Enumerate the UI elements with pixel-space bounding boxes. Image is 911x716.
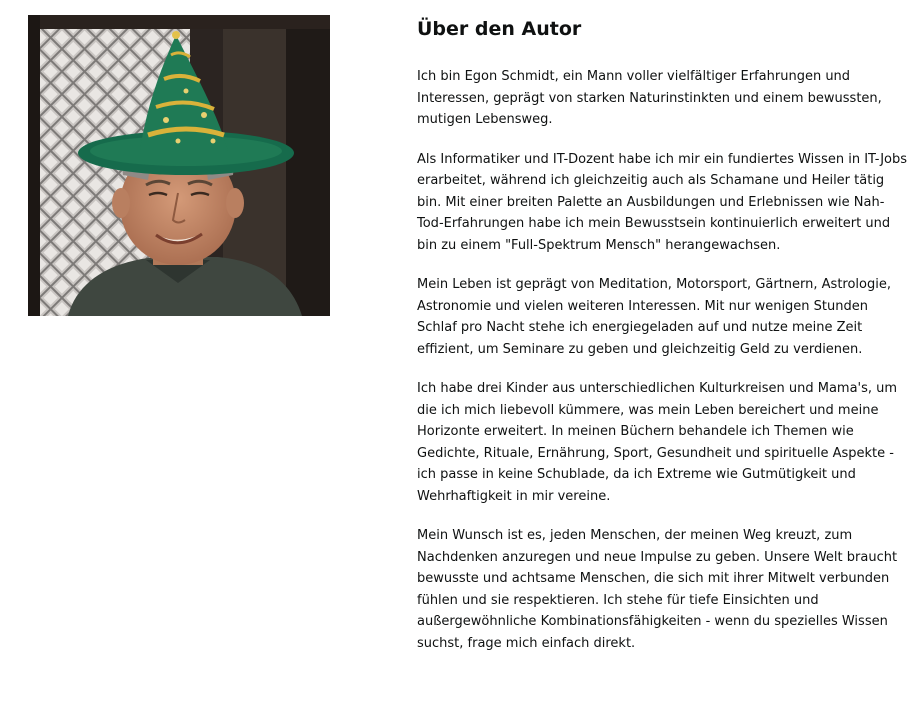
bio-paragraph-1: Ich bin Egon Schmidt, ein Mann voller vielfältiger Erfahrungen und Interessen, geprägt von starken Naturinstinkten und einem bewussten, mutigen Lebensweg. bbox=[417, 69, 882, 127]
bio-paragraph-4: Ich habe drei Kinder aus unterschiedlichen Kulturkreisen und Mama's, um die ich mich liebevoll kümmere, was mein Leben bereichert und meine Horizonte erweitert. In meinen Büchern behandele ich Themen wie Gedichte, Rituale, Ernährung, Sport, Gesundheit und spirituelle Aspekte - ich passe in keine Schublade, da ich Extreme wie Gutmütigkeit und Wehrhaftigkeit in mir vereine. bbox=[417, 381, 898, 504]
section-title: Über den Autor bbox=[417, 18, 582, 40]
bio-paragraph-5: Mein Wunsch ist es, jeden Menschen, der meinen Weg kreuzt, zum Nachdenken anzuregen und neue Impulse zu geben. Unsere Welt braucht bewusste und achtsame Menschen, die sich mit ihrer Mitwelt verbunden fühlen und sie respektieren. Ich stehe für tiefe Einsichten und außergewöhnliche Kombinationsfähigkeiten - wenn du spezielles Wissen suchst, frage mich einfach direkt. bbox=[417, 528, 898, 651]
bio-paragraph-2: Als Informatiker und IT-Dozent habe ich mir ein fundiertes Wissen in IT-Jobs erarbeitet, während ich gleichzeitig auch als Schamane und Heiler tätig bin. Mit einer breiten Palette an Ausbildungen und Erlebnissen wie Nah-Tod-Erfahrungen habe ich mein Bewusstsein kontinuierlich erweitert und bin zu einem "Full-Spektrum Mensch" herangewachsen. bbox=[417, 151, 908, 253]
author-portrait-photo bbox=[28, 15, 330, 316]
author-photo bbox=[28, 15, 330, 316]
author-bio bbox=[417, 16, 907, 672]
bio-paragraph-3: Mein Leben ist geprägt von Meditation, Motorsport, Gärtnern, Astrologie, Astronomie und vielen weiteren Interessen. Mit nur wenigen Stunden Schlaf pro Nacht stehe ich energiegeladen auf und nutze meine Zeit effizient, um Seminare zu geben und gleichzeitig Geld zu verdienen. bbox=[417, 277, 891, 357]
